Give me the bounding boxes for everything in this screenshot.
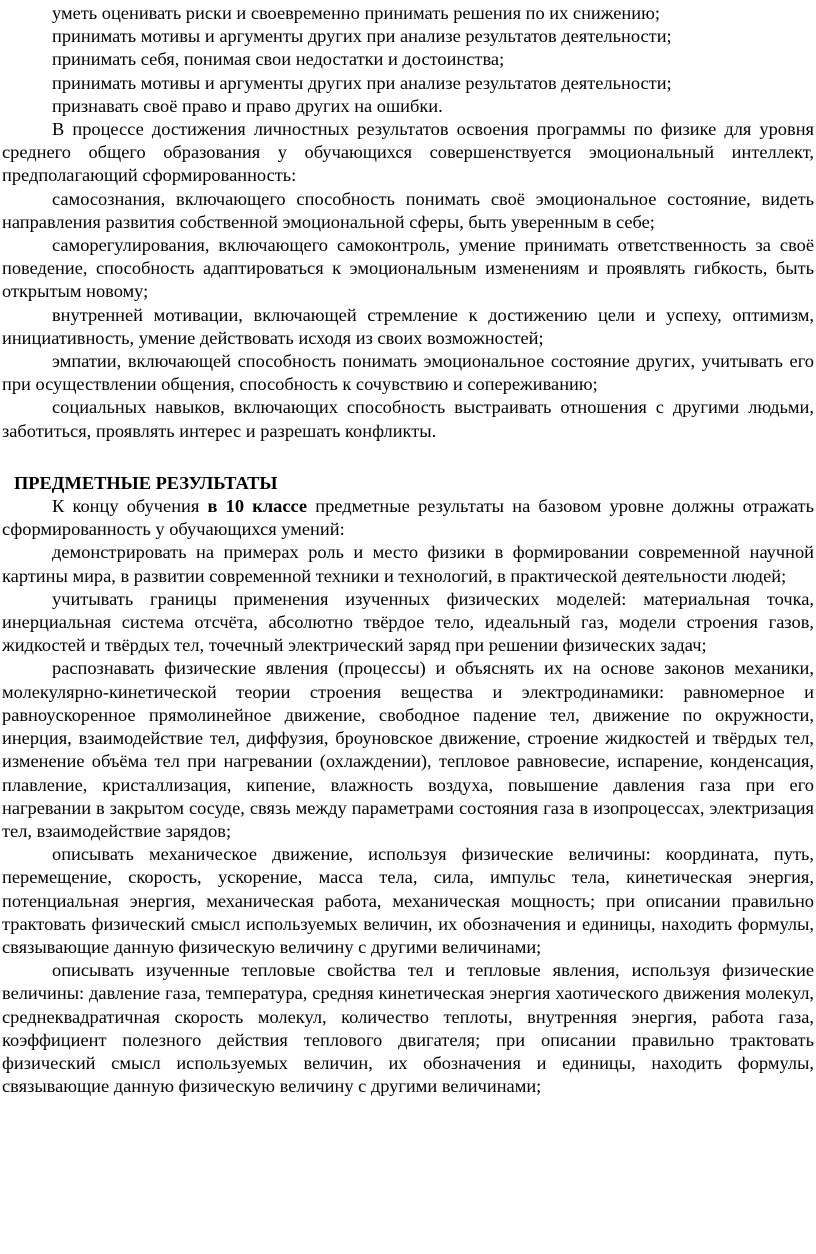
subject-intro xyxy=(2,495,814,541)
personal-skill-item: принимать себя, понимая свои недостатки и достоинства; xyxy=(52,49,505,70)
emotional-intelligence-intro: В процессе достижения личностных результатов освоения программы по физике для уровня среднего общего образования у обучающихся совершенствуется эмоциональный интеллект, предполагающий сформированность: xyxy=(2,119,814,186)
personal-skill-item: уметь оценивать риски и своевременно принимать решения по их снижению; xyxy=(52,3,660,23)
personal-skill-item: принимать мотивы и аргументы других при анализе результатов деятельности; xyxy=(52,26,672,47)
subject-item: описывать механическое движение, используя физические величины: координата, путь, перемещение, скорость, ускорение, масса тела, сила, импульс тела, кинетическая энергия, потенциальная энергия, механическая работа, механическая мощность; при описании правильно трактовать физический смысл используемых величин, их обозначения и единицы, находить формулы, связывающие данную физическую величину с другими величинами; xyxy=(2,844,814,957)
emotional-item: эмпатии, включающей способность понимать эмоциональное состояние других, учитывать его при осуществлении общения, способность к сочувствию и сопереживанию; xyxy=(2,351,814,395)
subject-item: распознавать физические явления (процессы) и объяснять их на основе законов механики, молекулярно-кинетической теории строения вещества и электродинамики: равномерное и равноускоренное прямолинейное движение, свободное падение тел, движение по окружности, инерция, взаимодействие тел, диффузия, броуновское движение, строение жидкостей и твёрдых тел, изменение объёма тел при нагревании (охлаждении), тепловое равновесие, испарение, конденсация, плавление, кристаллизация, кипение, влажность воздуха, повышение давления газа при его нагревании в закрытом сосуде, связь между параметрами состояния газа в изопроцессах, электризация тел, взаимодействие зарядов; xyxy=(2,658,814,841)
subject-item: демонстрировать на примерах роль и место физики в формировании современной научной картины мира, в развитии современной техники и технологий, в практической деятельности людей; xyxy=(2,542,814,586)
subject-item: учитывать границы применения изученных физических моделей: материальная точка, инерциальная система отсчёта, абсолютно твёрдое тело, идеальный газ, модели строения газов, жидкостей и твёрдых тел, точечный электрический заряд при решении физических задач; xyxy=(2,588,814,656)
personal-skill-item: принимать мотивы и аргументы других при анализе результатов деятельности; xyxy=(52,72,672,93)
section-heading: ПРЕДМЕТНЫЕ РЕЗУЛЬТАТЫ xyxy=(14,472,278,493)
personal-skill-item: признавать своё право и право других на ошибки. xyxy=(52,95,443,116)
emotional-item: внутренней мотивации, включающей стремление к достижению цели и успеху, оптимизм, инициативность, умение действовать исходя из своих возможностей; xyxy=(2,304,814,348)
subject-intro-text-end: предметные результаты на базовом уровне должны отражать сформированность у обучающихся умений: xyxy=(2,496,814,540)
subject-intro-grade: в 10 классе xyxy=(207,496,308,517)
subject-item: описывать изученные тепловые свойства тел и тепловые явления, используя физические величины: давление газа, температура, средняя кинетическая энергия хаотического движения молекул, среднеквадратичная скорость молекул, количество теплоты, внутренняя энергия, работа газа, коэффициент полезного действия теплового двигателя; при описании правильно трактовать физический смысл используемых величин, их обозначения и единицы, находить формулы, связывающие данную физическую величину с другими величинами; xyxy=(2,960,814,1097)
emotional-item: саморегулирования, включающего самоконтроль, умение принимать ответственность за своё поведение, способность адаптироваться к эмоциональным изменениям и проявлять гибкость, быть открытым новому; xyxy=(2,235,814,302)
subject-intro-text: К концу обучения xyxy=(52,496,208,517)
blank-line xyxy=(2,443,814,466)
emotional-item: социальных навыков, включающих способность выстраивать отношения с другими людьми, заботиться, проявлять интерес и разрешать конфликты. xyxy=(2,397,814,441)
emotional-item: самосознания, включающего способность понимать своё эмоциональное состояние, видеть направления развития собственной эмоциональной сферы, быть уверенным в себе; xyxy=(2,188,814,232)
